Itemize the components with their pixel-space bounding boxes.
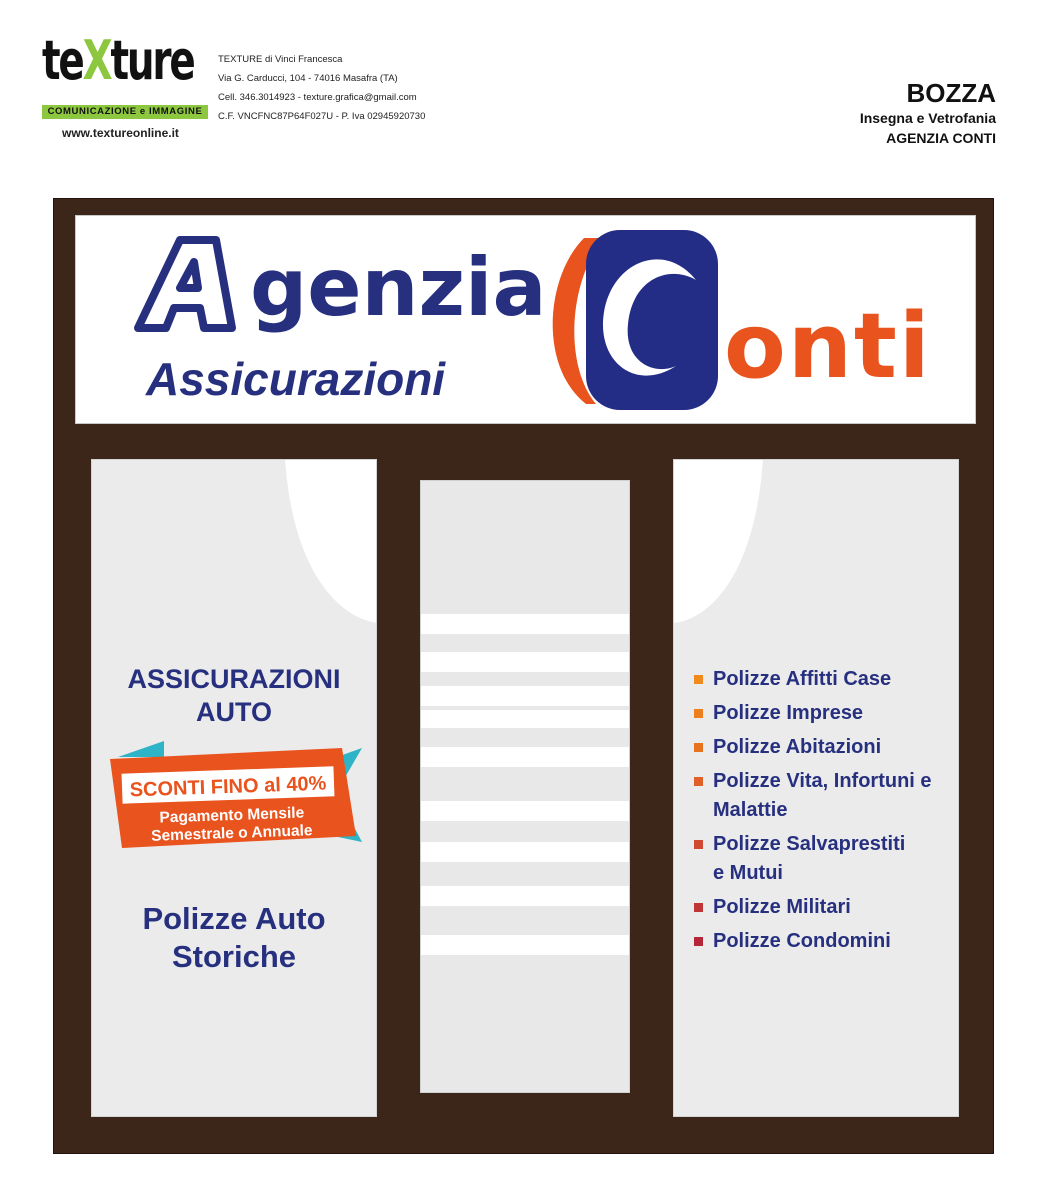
service-item: Polizze Militari <box>694 893 944 922</box>
logo-website: www.textureonline.it <box>62 126 179 140</box>
shop-sign <box>75 215 976 424</box>
contact-line: TEXTURE di Vinci Francesca <box>218 54 343 65</box>
draft-header <box>860 78 996 148</box>
door-stripe <box>421 710 629 728</box>
draft-label: BOZZA <box>906 78 996 108</box>
square-bullet-icon <box>694 840 703 849</box>
promo-line2: Semestrale o Annuale <box>150 822 313 845</box>
door-stripe <box>421 614 629 634</box>
contact-line: Cell. 346.3014923 - texture.grafica@gmail.com <box>218 92 417 103</box>
service-item: Polizze Vita, Infortuni e Malattie <box>694 767 944 825</box>
draft-subtitle: Insegna e Vetrofania <box>859 110 996 126</box>
door-stripe <box>421 935 629 955</box>
service-item: Polizze Imprese <box>694 699 944 728</box>
right-panel-cutout <box>674 459 959 628</box>
square-bullet-icon <box>694 709 703 718</box>
square-bullet-icon <box>694 937 703 946</box>
logo-tagline: COMUNICAZIONE e IMMAGINE <box>42 105 208 119</box>
draft-client: AGENZIA CONTI <box>886 130 996 146</box>
service-item: Polizze Abitazioni <box>694 733 944 762</box>
storefront-frame <box>53 198 994 1154</box>
logo-wordmark: teXture <box>42 29 194 92</box>
contact-line: C.F. VNCFNC87P64F027U - P. Iva 02945920730 <box>218 111 426 122</box>
service-item: Polizze Affitti Case <box>694 665 944 694</box>
company-contacts <box>218 50 425 126</box>
sign-word-assicurazioni: Assicurazioni <box>146 353 446 405</box>
square-bullet-icon <box>694 903 703 912</box>
door-stripe <box>421 686 629 706</box>
texture-logo <box>42 29 212 146</box>
door-stripe <box>421 801 629 821</box>
service-item: Polizze Salvaprestiti e Mutui <box>694 830 944 888</box>
contact-line: Via G. Carducci, 104 - 74016 Masafra (TA) <box>218 73 398 84</box>
service-item: Polizze Condomini <box>694 927 944 956</box>
right-window-panel <box>673 459 959 1117</box>
entrance-door <box>420 480 630 1093</box>
square-bullet-icon <box>694 743 703 752</box>
vintage-line2: Storiche <box>171 939 297 974</box>
sign-word-agenzia: genzia <box>250 241 547 334</box>
outlined-a-letter <box>138 240 232 328</box>
left-window-panel <box>91 459 377 1117</box>
promo-line1: Pagamento Mensile <box>159 804 305 827</box>
auto-title-line2: AUTO <box>195 697 272 727</box>
door-stripe <box>421 652 629 672</box>
door-stripe <box>421 886 629 906</box>
promo-banner <box>92 460 377 860</box>
vintage-line1: Polizze Auto <box>142 901 326 936</box>
door-stripe <box>421 842 629 862</box>
services-list <box>694 665 944 961</box>
vintage-auto-policies <box>92 900 376 976</box>
square-bullet-icon <box>694 777 703 786</box>
square-bullet-icon <box>694 675 703 684</box>
auto-title-line1: ASSICURAZIONI <box>127 664 341 694</box>
sign-word-onti: onti <box>724 294 932 399</box>
door-stripe <box>421 747 629 767</box>
promo-main-text: SCONTI FINO al 40% <box>129 772 327 802</box>
